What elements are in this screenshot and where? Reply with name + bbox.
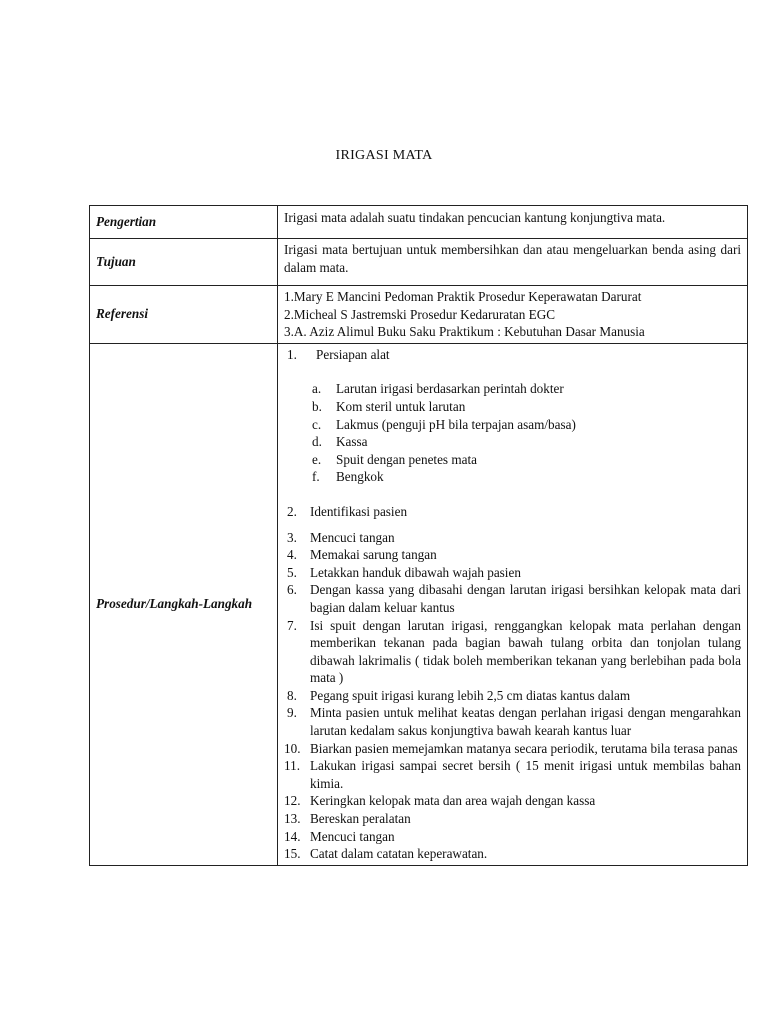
list-item: 9. Minta pasien untuk melihat keatas dengan perlahan irigasi dengan mengarahkan larutan kedalam sakus konjungtiva bawah kearah kantus luar (287, 705, 741, 739)
list-item: 1. Persiapan alat (287, 346, 390, 362)
referensi-item: 2.Micheal S Jastremski Prosedur Kedaruratan EGC (284, 306, 556, 322)
list-item: 2. Identifikasi pasien (287, 503, 408, 519)
list-item: a. Larutan irigasi berdasarkan perintah dokter (312, 381, 564, 397)
prosedur-list (278, 343, 748, 865)
row-pengertian (90, 206, 748, 239)
list-item: 13. Bereskan peralatan (284, 811, 411, 827)
row-prosedur (90, 343, 748, 865)
list-item: 8. Pegang spuit irigasi kurang lebih 2,5 cm diatas kantus dalam (287, 687, 631, 703)
label-pengertian: Pengertian (90, 206, 278, 239)
list-item: d. Kassa (312, 434, 368, 450)
label-tujuan: Tujuan (90, 239, 278, 286)
tujuan-text: Irigasi mata bertujuan untuk membersihkan dan atau mengeluarkan benda asing dari dalam mata. (278, 239, 748, 286)
row-tujuan (90, 239, 748, 286)
list-item: c. Lakmus (penguji pH bila terpajan asam/basa) (312, 416, 576, 432)
list-item: e. Spuit dengan penetes mata (312, 451, 477, 467)
referensi-item: 1.Mary E Mancini Pedoman Praktik Prosedur Keperawatan Darurat (284, 289, 642, 304)
list-item: 12. Keringkan kelopak mata dan area wajah dengan kassa (284, 793, 596, 809)
referensi-list (278, 286, 748, 344)
list-item: 7. Isi spuit dengan larutan irigasi, renggangkan kelopak mata perlahan dengan memberikan tekanan pada bagian bawah tulang orbita dan tonjolan tulang dibawah lakrimalis ( tidak boleh memberikan tekanan yang berlebihan pada bola mata ) (287, 617, 741, 686)
list-item: 6. Dengan kassa yang dibasahi dengan larutan irigasi bersihkan kelopak mata dari bagian dalam keluar kantus (287, 582, 741, 615)
procedure-table (89, 205, 748, 866)
referensi-item: 3.A. Aziz Alimul Buku Saku Praktikum : Kebutuhan Dasar Manusia (284, 324, 645, 340)
list-item: 11. Lakukan irigasi sampai secret bersih ( 15 menit irigasi untuk membilas bahan kimia. (284, 758, 741, 791)
label-prosedur: Prosedur/Langkah-Langkah (90, 343, 278, 865)
list-item: 3. Mencuci tangan (287, 529, 395, 545)
list-item: b. Kom steril untuk larutan (312, 398, 466, 414)
list-item: 5. Letakkan handuk dibawah wajah pasien (287, 564, 521, 580)
list-item: 15. Catat dalam catatan keperawatan. (284, 846, 488, 862)
list-item: f. Bengkok (312, 469, 384, 485)
pengertian-text: Irigasi mata adalah suatu tindakan pencucian kantung konjungtiva mata. (278, 206, 748, 239)
list-item: 4. Memakai sarung tangan (287, 547, 437, 563)
list-item: 14. Mencuci tangan (284, 828, 395, 844)
row-referensi (90, 286, 748, 344)
label-referensi: Referensi (90, 286, 278, 344)
list-item: 10. Biarkan pasien memejamkan matanya secara periodik, terutama bila terasa panas (284, 740, 738, 756)
document-title: IRIGASI MATA (335, 148, 433, 163)
